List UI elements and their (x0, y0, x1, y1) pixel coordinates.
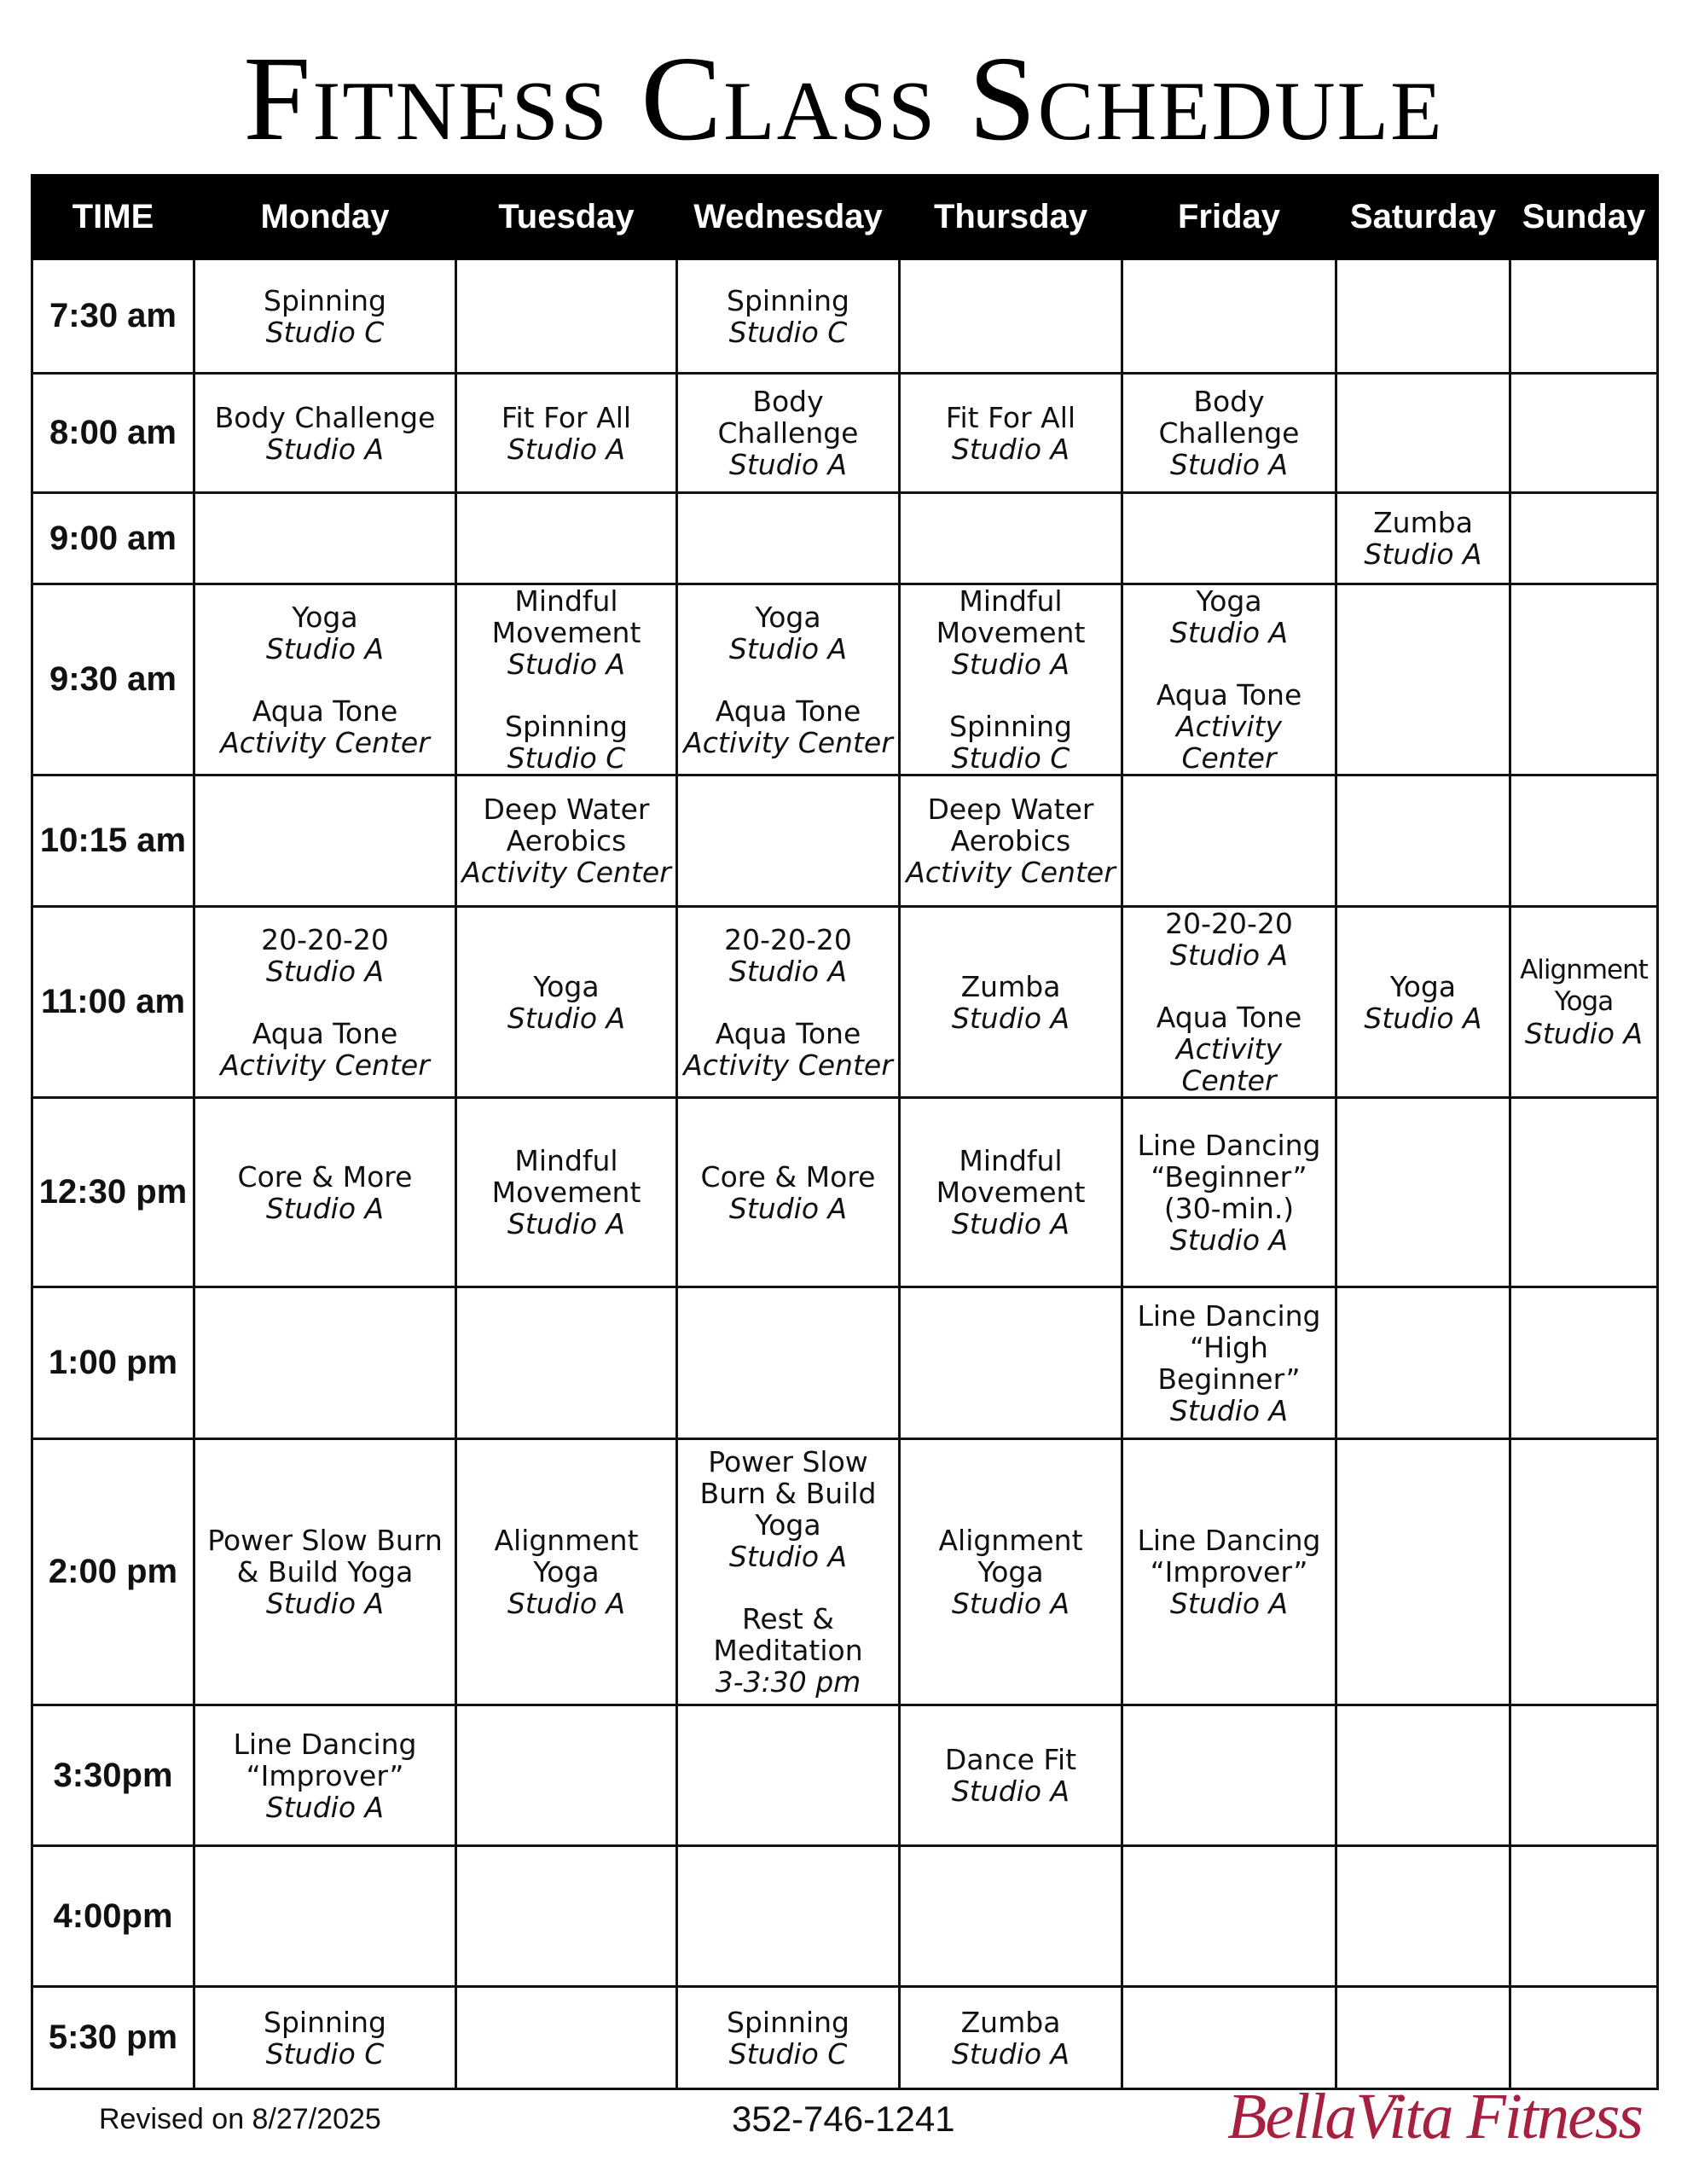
class-location: Studio A (265, 1790, 385, 1824)
class-cell (900, 775, 1122, 907)
class-cell (900, 1846, 1122, 1987)
class-cell (456, 1287, 677, 1439)
class-cell (1336, 1705, 1510, 1846)
class-location: Studio A (728, 954, 848, 988)
class-gap (1127, 648, 1331, 679)
class-name: Line Dancing “Improver” (1137, 1524, 1321, 1589)
class-cell (456, 1987, 677, 2089)
class-name: Deep Water Aerobics (483, 793, 650, 857)
class-cell (1510, 1439, 1658, 1705)
class-location: Studio C (728, 315, 848, 349)
class-location: Studio A (728, 1191, 848, 1225)
class-location: Studio A (265, 432, 385, 466)
class-gap (461, 680, 672, 711)
time-cell: 4:00pm (32, 1846, 194, 1987)
class-location: Studio A (265, 1587, 385, 1620)
class-cell (456, 1098, 677, 1287)
class-location: Activity Center (1176, 710, 1282, 775)
class-cell (677, 584, 900, 775)
class-cell (900, 1439, 1122, 1705)
column-header-wednesday: Wednesday (677, 176, 900, 259)
class-location: Studio A (1169, 1393, 1289, 1427)
class-location: Studio A (1169, 1587, 1289, 1620)
table-row (32, 493, 1658, 584)
class-cell (1336, 1846, 1510, 1987)
class-cell (677, 259, 900, 374)
class-cell (1510, 374, 1658, 493)
class-name: Deep Water Aerobics (927, 793, 1094, 857)
class-location: Studio A (507, 1207, 626, 1240)
class-cell (677, 775, 900, 907)
class-location: Studio C (265, 2036, 385, 2071)
class-cell (456, 584, 677, 775)
class-name: Body Challenge (717, 385, 859, 450)
class-cell (677, 493, 900, 584)
class-cell (194, 1439, 456, 1705)
class-name: Line Dancing “Improver” (233, 1727, 417, 1792)
class-cell (900, 1287, 1122, 1439)
class-name: Yoga (755, 600, 821, 634)
class-cell (1122, 493, 1336, 584)
class-location: Activity Center (1176, 1032, 1282, 1097)
class-name: Spinning (264, 2005, 386, 2039)
class-cell (1510, 493, 1658, 584)
class-cell (456, 259, 677, 374)
class-name: Zumba (960, 2005, 1061, 2039)
class-name: Aqua Tone (715, 1016, 861, 1050)
header-row (32, 176, 1658, 259)
class-cell (1122, 374, 1336, 493)
table-row (32, 374, 1658, 493)
class-cell (194, 1846, 456, 1987)
class-name: Aqua Tone (1156, 678, 1302, 712)
class-name: Body Challenge (1158, 385, 1300, 450)
class-cell (677, 1439, 900, 1705)
class-cell (1122, 1705, 1336, 1846)
class-location: Studio A (951, 432, 1070, 466)
class-cell (900, 1987, 1122, 2089)
phone-number: 352-746-1241 (732, 2099, 955, 2139)
time-cell: 5:30 pm (32, 1987, 194, 2089)
class-name: Core & More (700, 1159, 876, 1194)
class-location: Activity Center (220, 725, 430, 759)
class-name: 20-20-20 (724, 922, 852, 956)
class-name: Spinning (727, 2005, 849, 2039)
class-location: Activity Center (220, 1048, 430, 1082)
class-location: Studio C (507, 741, 626, 775)
class-location: Studio A (265, 1191, 385, 1225)
class-cell (1336, 1098, 1510, 1287)
class-cell (1336, 907, 1510, 1098)
column-header-sunday: Sunday (1510, 176, 1658, 259)
table-row (32, 775, 1658, 907)
class-location: Studio A (1169, 938, 1289, 972)
class-cell (1336, 1287, 1510, 1439)
table-row (32, 1439, 1658, 1705)
class-cell (900, 374, 1122, 493)
class-name: Spinning (727, 283, 849, 317)
class-cell (1122, 1287, 1336, 1439)
class-cell (194, 1287, 456, 1439)
revised-date: Revised on 8/27/2025 (99, 2103, 381, 2135)
table-row (32, 584, 1658, 775)
class-name: Fit For All (945, 400, 1076, 434)
class-name: 20-20-20 (1165, 907, 1293, 940)
class-location: Studio A (507, 648, 626, 681)
class-cell (1122, 1098, 1336, 1287)
bellavita-logo (1190, 2065, 1650, 2158)
schedule-body (32, 259, 1658, 2089)
time-cell: 12:30 pm (32, 1098, 194, 1287)
class-gap (681, 1572, 895, 1603)
class-cell (900, 907, 1122, 1098)
class-cell (1122, 259, 1336, 374)
column-header-tuesday: Tuesday (456, 176, 677, 259)
class-cell (900, 584, 1122, 775)
time-cell: 9:00 am (32, 493, 194, 584)
class-cell (677, 1987, 900, 2089)
class-cell (1510, 1287, 1658, 1439)
time-cell: 10:15 am (32, 775, 194, 907)
class-location: Activity Center (906, 856, 1116, 889)
class-name: Rest & Meditation (713, 1602, 863, 1667)
class-name: Aqua Tone (252, 1016, 398, 1050)
class-location: Studio A (1169, 616, 1289, 649)
class-location: Studio A (951, 1207, 1070, 1240)
class-cell (456, 1846, 677, 1987)
class-gap (199, 665, 451, 695)
table-row (32, 1705, 1658, 1846)
class-cell (677, 1098, 900, 1287)
class-location: Studio C (728, 2036, 848, 2071)
table-row (32, 1287, 1658, 1439)
time-cell: 9:30 am (32, 584, 194, 775)
class-name: Aqua Tone (1156, 1001, 1302, 1034)
class-cell (677, 374, 900, 493)
class-name: Yoga (292, 600, 358, 634)
class-location: Studio A (265, 954, 385, 988)
time-cell: 8:00 am (32, 374, 194, 493)
class-name: Power Slow Burn & Build Yoga (207, 1524, 443, 1589)
class-name: Line Dancing “High Beginner” (1137, 1298, 1321, 1396)
time-cell: 7:30 am (32, 259, 194, 374)
logo-text: BellaVita Fitness (1227, 2081, 1642, 2152)
column-header-time: TIME (32, 176, 194, 259)
class-cell (900, 493, 1122, 584)
class-cell (1336, 374, 1510, 493)
class-cell (1336, 1439, 1510, 1705)
class-location: Studio A (265, 631, 385, 665)
class-name: Alignment Yoga (938, 1524, 1083, 1589)
class-cell (1510, 1846, 1658, 1987)
class-cell (1510, 907, 1658, 1098)
class-cell (1336, 259, 1510, 374)
class-cell (1510, 1098, 1658, 1287)
class-location: Studio A (507, 432, 626, 466)
class-name: Alignment Yoga (1520, 955, 1648, 1017)
time-cell: 3:30pm (32, 1705, 194, 1846)
class-location: Studio A (1364, 537, 1482, 571)
class-cell (1336, 775, 1510, 907)
column-header-friday: Friday (1122, 176, 1336, 259)
class-cell (456, 1439, 677, 1705)
class-name: Spinning (264, 283, 386, 317)
class-name: Aqua Tone (715, 694, 861, 728)
class-gap (681, 987, 895, 1018)
class-location: Studio A (1169, 1223, 1289, 1257)
class-name: Yoga (1389, 969, 1457, 1003)
class-cell (1510, 259, 1658, 374)
class-location: 3-3:30 pm (715, 1665, 861, 1699)
class-location: Studio A (951, 1001, 1070, 1035)
class-cell (456, 1705, 677, 1846)
class-name: Dance Fit (944, 1743, 1077, 1776)
class-cell (1122, 775, 1336, 907)
class-name: Body Challenge (214, 400, 436, 434)
class-cell (194, 775, 456, 907)
class-location: Studio C (951, 741, 1070, 775)
class-cell (1336, 584, 1510, 775)
class-cell (1336, 493, 1510, 584)
class-gap (681, 665, 895, 695)
class-name: 20-20-20 (261, 922, 389, 956)
class-cell (194, 1705, 456, 1846)
class-location: Activity Center (683, 1048, 893, 1082)
class-location: Studio A (1169, 448, 1289, 481)
class-location: Studio A (951, 648, 1070, 681)
class-location: Activity Center (683, 725, 893, 759)
class-cell (456, 374, 677, 493)
class-cell (1122, 584, 1336, 775)
class-name: Zumba (960, 969, 1061, 1003)
class-cell (1122, 1846, 1336, 1987)
class-gap (1127, 971, 1331, 1002)
class-cell (194, 1098, 456, 1287)
column-header-monday: Monday (194, 176, 456, 259)
class-cell (677, 1846, 900, 1987)
class-name: Alignment Yoga (494, 1524, 639, 1589)
class-name: Yoga (1196, 584, 1262, 618)
class-cell (900, 1098, 1122, 1287)
class-cell (194, 374, 456, 493)
class-cell (1510, 584, 1658, 775)
class-location: Studio A (951, 2036, 1070, 2071)
table-row (32, 1098, 1658, 1287)
class-cell (1122, 907, 1336, 1098)
class-cell (194, 493, 456, 584)
class-location: Studio C (265, 315, 385, 349)
class-gap (199, 987, 451, 1018)
class-cell (677, 907, 900, 1098)
class-cell (900, 1705, 1122, 1846)
class-location: Studio A (951, 1587, 1070, 1620)
class-cell (194, 907, 456, 1098)
class-name: Line Dancing “Beginner” (30-min.) (1137, 1128, 1321, 1225)
class-location: Activity Center (461, 856, 671, 889)
class-cell (194, 584, 456, 775)
class-cell (194, 259, 456, 374)
schedule-table (31, 174, 1659, 2090)
class-location: Studio A (728, 1540, 848, 1573)
class-name: Spinning (949, 710, 1072, 743)
class-name: Zumba (1373, 506, 1473, 539)
class-name: Mindful Movement (491, 1144, 641, 1209)
class-location: Studio A (951, 1774, 1070, 1808)
class-name: Mindful Movement (936, 1144, 1086, 1209)
table-row (32, 259, 1658, 374)
column-header-saturday: Saturday (1336, 176, 1510, 259)
class-name: Mindful Movement (491, 584, 641, 649)
class-location: Studio A (507, 1587, 626, 1620)
table-row (32, 1846, 1658, 1987)
class-cell (456, 493, 677, 584)
class-cell (456, 907, 677, 1098)
class-name: Fit For All (501, 400, 632, 434)
class-cell (900, 259, 1122, 374)
class-gap (904, 680, 1117, 711)
column-header-thursday: Thursday (900, 176, 1122, 259)
class-cell (1510, 1705, 1658, 1846)
class-location: Studio A (1524, 1017, 1644, 1050)
table-row (32, 907, 1658, 1098)
class-location: Studio A (507, 1001, 626, 1035)
time-cell: 11:00 am (32, 907, 194, 1098)
class-cell (1122, 1439, 1336, 1705)
class-cell (677, 1705, 900, 1846)
class-location: Studio A (728, 448, 848, 481)
class-cell (1510, 775, 1658, 907)
class-name: Power Slow Burn & Build Yoga (699, 1445, 877, 1542)
class-location: Studio A (1364, 1001, 1482, 1035)
class-name: Aqua Tone (252, 694, 398, 728)
class-location: Studio A (728, 631, 848, 665)
class-cell (194, 1987, 456, 2089)
class-name: Yoga (533, 969, 600, 1003)
class-cell (677, 1287, 900, 1439)
class-name: Mindful Movement (936, 584, 1086, 649)
class-name: Spinning (505, 710, 628, 743)
time-cell: 2:00 pm (32, 1439, 194, 1705)
time-cell: 1:00 pm (32, 1287, 194, 1439)
page-title: Fitness Class Schedule (243, 31, 1444, 166)
class-name: Core & More (237, 1159, 413, 1194)
class-cell (456, 775, 677, 907)
